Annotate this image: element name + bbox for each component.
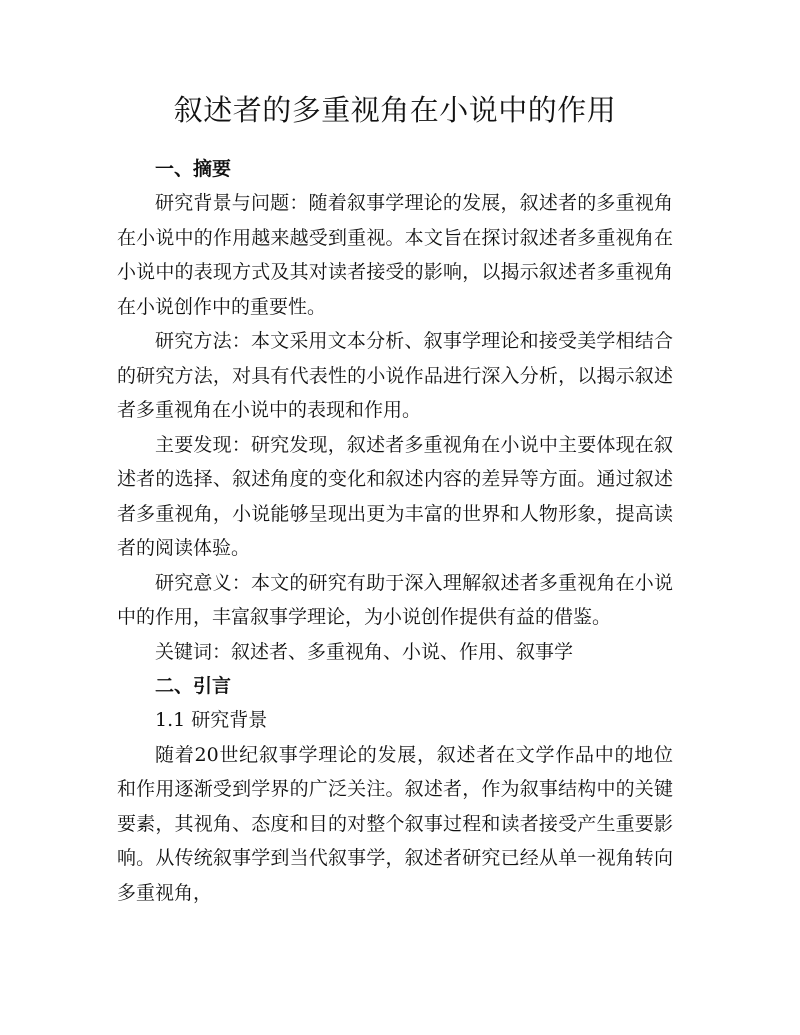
introduction-paragraph: 随着20世纪叙事学理论的发展，叙述者在文学作品中的地位和作用逐渐受到学界的广泛关注。叙述者，作为叙事结构中的关键要素，其视角、态度和目的对整个叙事过程和读者接受产生重要影响。从传统叙事学到当代叙事学，叙述者研究已经从单一视角转向多重视角，	[117, 743, 673, 904]
abstract-background-paragraph: 研究背景与问题：随着叙事学理论的发展，叙述者的多重视角在小说中的作用越来越受到重视。本文旨在探讨叙述者多重视角在小说中的表现方式及其对读者接受的影响，以揭示叙述者多重视角在小说创作中的重要性。	[117, 192, 673, 318]
abstract-findings-paragraph: 主要发现：研究发现，叙述者多重视角在小说中主要体现在叙述者的选择、叙述角度的变化和叙述内容的差异等方面。通过叙述者多重视角，小说能够呈现出更为丰富的世界和人物形象，提高读者的阅读体验。	[117, 433, 673, 559]
subsection-heading-background: 1.1 研究背景	[155, 709, 268, 731]
keywords-line: 关键词：叙述者、多重视角、小说、作用、叙事学	[155, 640, 574, 663]
document-body	[117, 88, 673, 910]
section-heading-introduction: 二、引言	[155, 675, 232, 697]
abstract-method-paragraph: 研究方法：本文采用文本分析、叙事学理论和接受美学相结合的研究方法，对具有代表性的小说作品进行深入分析，以揭示叙述者多重视角在小说中的表现和作用。	[117, 330, 673, 421]
document-title: 叙述者的多重视角在小说中的作用	[173, 93, 617, 127]
abstract-significance-paragraph: 研究意义：本文的研究有助于深入理解叙述者多重视角在小说中的作用，丰富叙事学理论，为小说创作提供有益的借鉴。	[117, 571, 673, 628]
section-heading-abstract: 一、摘要	[155, 158, 232, 180]
